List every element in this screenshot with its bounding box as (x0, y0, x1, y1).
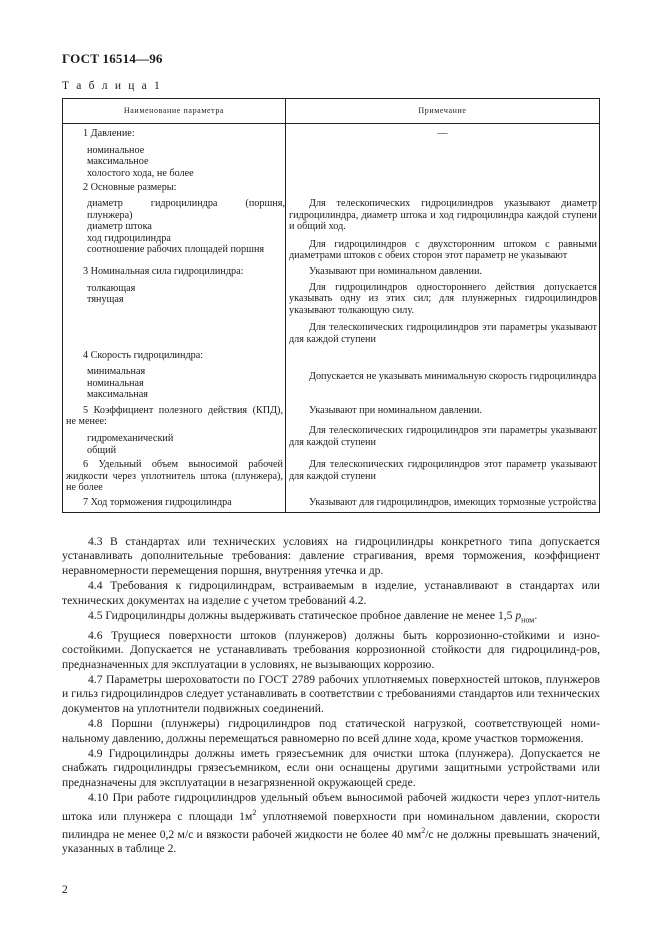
note-text: Для телескопических гидроцилиндров этот параметр указывают для каждой ступени (289, 459, 597, 482)
parameter-cell (63, 401, 286, 456)
parameter-title: 7 Ход торможения гидроцилиндра (83, 497, 232, 509)
paragraph-4-8: 4.8 Поршни (плунжеры) гидроцилиндров под статической нагрузкой, соответствующей номи-нальному давлению, должны перемещаться равномерно по всей длине хода, кроме участков торможения. (62, 717, 600, 745)
note-cell (286, 456, 600, 494)
superscript: 2 (252, 807, 257, 817)
paragraph-4-4: 4.4 Требования к гидроцилиндрам, встраиваемым в изделие, устанавливают в стандартах или технических документах на изделие с учетом требований 4.2. (62, 579, 600, 607)
parameter-cell (63, 346, 286, 401)
parameter-item: диаметр гидроцилиндра (поршня, (87, 197, 285, 209)
table-row (63, 456, 600, 494)
paragraph-4-5 (62, 609, 600, 628)
note-text: Для телескопических гидроцилиндров указывают диаметр гидроцилиндра, диаметр штока и ход гидроцилиндра каждой ступени и общий ход. (289, 197, 597, 233)
parameter-item: диаметр штока (87, 221, 152, 233)
parameter-cell (63, 124, 286, 194)
paragraph-text: /с не должны превышать значений, указанных в таблице 2. (62, 827, 600, 856)
paragraph-4-9: 4.9 Гидроцилиндры должны иметь грязесъемник для очистки штока (плунжера). Допускается не снабжать гидроцилиндры грязесъемником, если они оснащены другими защитными устройствами или предназначены для эксплуатации в незагрязненной окружающей среде. (62, 747, 600, 789)
column-header-note: Примечание (286, 99, 600, 124)
table-caption: Т а б л и ц а 1 (62, 80, 163, 92)
note-text: Указывают при номинальном давлении. (309, 265, 482, 277)
parameter-item: тянущая (87, 294, 124, 306)
parameter-item: холостого хода, не более (87, 167, 194, 179)
table-row (63, 494, 600, 512)
note-cell (286, 494, 600, 512)
parameter-item: толкающая (87, 282, 136, 294)
note-cell (286, 346, 600, 401)
paragraph-4-6: 4.6 Трущиеся поверхности штоков (плунжеров) должны быть коррозионно-стойкими и изно-состойкими. Допускается не устанавливать требования коррозионной стойкости для гидроцилинд-ров, предназначенных для эксплуатации в условиях, не вызывающих коррозию. (62, 628, 600, 671)
parameter-item: минимальная (87, 366, 146, 378)
parameter-item: соотношение рабочих площадей поршня (87, 244, 265, 256)
table-row (63, 262, 600, 346)
parameter-title: 2 Основные размеры: (83, 182, 177, 194)
document-header: ГОСТ 16514—96 (62, 51, 163, 66)
paragraph-text: 4.10 При работе гидроцилиндров удельный объем выносимой рабочей жидкости через уплот-нитель штока или плунжера с площади 1м (62, 791, 600, 823)
note-dash: — (437, 128, 448, 139)
table-row (63, 194, 600, 262)
note-text: Для гидроцилиндров одностороннего действия допускается указывать одну из этих сил; для плунжерных гидроцилиндров указывают толкающую силу. (289, 281, 597, 316)
parameter-title: 1 Давление: (83, 128, 135, 139)
paragraph-text: уплотняемой поверхности при номинальном давлении, скорости пилиндра не менее 0,2 м/с и вязкости рабочей жидкости не более 40 мм (62, 809, 601, 841)
parameter-item: ход гидроцилиндра (87, 232, 171, 244)
column-header-parameter: Наименование параметра (63, 99, 286, 124)
parameter-cell (63, 456, 286, 494)
parameter-title: 6 Удельный объем выносимой рабочей жидкости через уплотнитель штока (плунжера), не более (66, 459, 283, 494)
parameter-item: номинальная (87, 377, 144, 389)
note-text: Указывают для гидроцилиндров, имеющих тормозные устройства (309, 497, 597, 509)
page-number: 2 (62, 884, 68, 896)
parameter-item: максимальная (87, 389, 148, 401)
table-row (63, 124, 600, 194)
parameter-title: 4 Скорость гидроцилиндра: (83, 349, 204, 361)
note-cell (286, 401, 600, 456)
note-cell (286, 124, 600, 194)
parameter-item: плунжера) (87, 209, 133, 221)
superscript: 2 (421, 825, 426, 835)
parameter-cell (63, 194, 286, 262)
note-text: Для телескопических гидроцилиндров эти параметры указывают для каждой ступени (289, 425, 597, 449)
table-header-row (63, 99, 600, 124)
note-text: Допускается не указывать минимальную скорость гидроцилиндра (309, 370, 597, 382)
paragraph-4-10 (62, 791, 600, 856)
table-row (63, 401, 600, 456)
note-cell (286, 262, 600, 346)
parameter-cell (63, 262, 286, 346)
pressure-symbol: p (515, 609, 522, 623)
parameter-title: 5 Коэффициент полезного действия (КПД), не менее: (66, 404, 283, 428)
paragraph-text: 4.5 Гидроцилиндры должны выдерживать статическое пробное давление не менее 1,5 (88, 609, 516, 623)
note-text: Для телескопических гидроцилиндров эти параметры указывают для каждой ступени (289, 322, 597, 345)
paragraph-4-3: 4.3 В стандартах или технических условиях на гидроцилиндры конкретного типа допускается устанавливать дополнительные требования: давление страгивания, время торможения, коэффициент неравномерности перемещения поршня, внутренняя утечка и др. (62, 535, 600, 577)
note-text: Указывают при номинальном давлении. (309, 404, 482, 416)
parameter-item: общий (87, 444, 117, 456)
paragraph-text: . (534, 609, 538, 623)
table-row (63, 346, 600, 401)
pressure-subscript: ном (521, 615, 535, 625)
parameter-item: гидромеханический (87, 433, 174, 445)
note-cell (286, 194, 600, 262)
body-text (62, 535, 600, 858)
paragraph-4-7: 4.7 Параметры шероховатости по ГОСТ 2789 рабочих уплотняемых поверхностей штоков, плунжеров и гильз гидроцилиндров следует устанавливать в соответствии с требованиями стандартов или технических документов на уплотнители подвижных соединений. (62, 672, 600, 715)
parameter-item: максимальное (87, 156, 149, 168)
parameter-item: номинальное (87, 144, 145, 156)
note-text: Для гидроцилиндров с двухсторонним штоком с равными диаметрами штоков с обеих сторон этот параметр не указывают (289, 238, 597, 262)
parameter-cell (63, 494, 286, 512)
parameters-table (62, 98, 600, 513)
parameter-title: 3 Номинальная сила гидроцилиндра: (83, 265, 244, 277)
